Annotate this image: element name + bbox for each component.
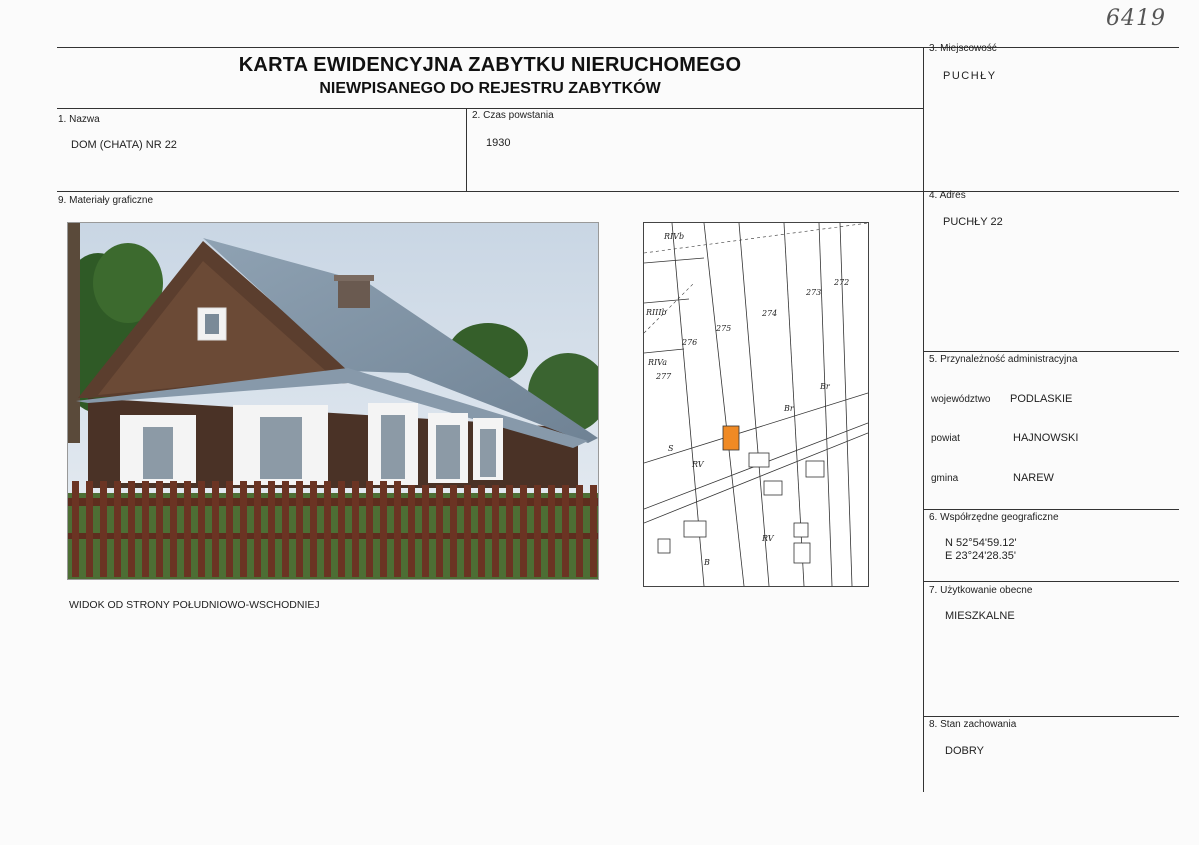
powiat-label: powiat <box>931 433 960 444</box>
map-label-275: 275 <box>716 324 732 333</box>
powiat-value: HAJNOWSKI <box>1013 432 1079 444</box>
czas-value: 1930 <box>486 137 511 149</box>
map-label-274: 274 <box>762 309 778 318</box>
map-label-rv-1: RV <box>692 460 704 469</box>
cadastral-map <box>643 222 869 587</box>
nazwa-value: DOM (CHATA) NR 22 <box>71 139 177 151</box>
map-label-br-1: Br <box>820 382 830 391</box>
row1-bottom-line <box>57 191 1179 192</box>
map-label-rivb: RIVb <box>664 232 685 241</box>
adres-bottom-line <box>923 351 1179 352</box>
highlighted-building <box>723 426 739 450</box>
wojewodztwo-value: PODLASKIE <box>1010 393 1073 405</box>
uzytkowanie-value: MIESZKALNE <box>945 610 1015 622</box>
house-photo <box>67 222 599 580</box>
uzytkowanie-label: 7. Użytkowanie obecne <box>929 585 1033 596</box>
map-label-b: B <box>704 558 710 567</box>
map-label-272: 272 <box>834 278 850 287</box>
map-label-277: 277 <box>656 372 672 381</box>
map-label-riiib: RIIIb <box>646 308 667 317</box>
wspolrzedne-bottom-line <box>923 581 1179 582</box>
stan-value: DOBRY <box>945 745 984 757</box>
title-bottom-line <box>57 108 923 109</box>
photo-caption: WIDOK OD STRONY POŁUDNIOWO-WSCHODNIEJ <box>69 599 320 611</box>
przynaleznosc-bottom-line <box>923 509 1179 510</box>
map-label-276: 276 <box>682 338 698 347</box>
wojewodztwo-label: województwo <box>931 394 991 405</box>
map-label-s: S <box>668 444 674 453</box>
map-label-rv-2: RV <box>762 534 774 543</box>
nazwa-label: 1. Nazwa <box>58 114 100 125</box>
stan-label: 8. Stan zachowania <box>929 719 1017 730</box>
adres-label: 4. Adres <box>929 190 966 201</box>
longitude-value: E 23°24'28.35' <box>945 550 1016 562</box>
gmina-label: gmina <box>931 473 959 484</box>
right-column-divider <box>923 47 924 792</box>
top-border <box>57 47 1179 48</box>
czas-label: 2. Czas powstania <box>472 110 554 121</box>
przynaleznosc-label: 5. Przynależność administracyjna <box>929 354 1078 365</box>
map-label-273: 273 <box>806 288 822 297</box>
map-label-br-2: Br <box>784 404 794 413</box>
handwritten-number: 6419 <box>1106 6 1166 31</box>
gmina-value: NAREW <box>1013 472 1054 484</box>
document-subtitle: NIEWPISANEGO DO REJESTRU ZABYTKÓW <box>319 80 661 97</box>
document-title: KARTA EWIDENCYJNA ZABYTKU NIERUCHOMEGO <box>238 54 742 76</box>
latitude-value: N 52°54'59.12' <box>945 537 1017 549</box>
adres-value: PUCHŁY 22 <box>943 216 1003 228</box>
uzytkowanie-bottom-line <box>923 716 1179 717</box>
miejscowosc-label: 3. Miejscowość <box>929 43 997 54</box>
map-label-riva: RIVa <box>648 358 667 367</box>
nazwa-czas-divider <box>466 108 467 191</box>
wspolrzedne-label: 6. Współrzędne geograficzne <box>929 512 1059 523</box>
materialy-label: 9. Materiały graficzne <box>58 195 154 206</box>
miejscowosc-value: PUCHŁY <box>943 70 997 82</box>
